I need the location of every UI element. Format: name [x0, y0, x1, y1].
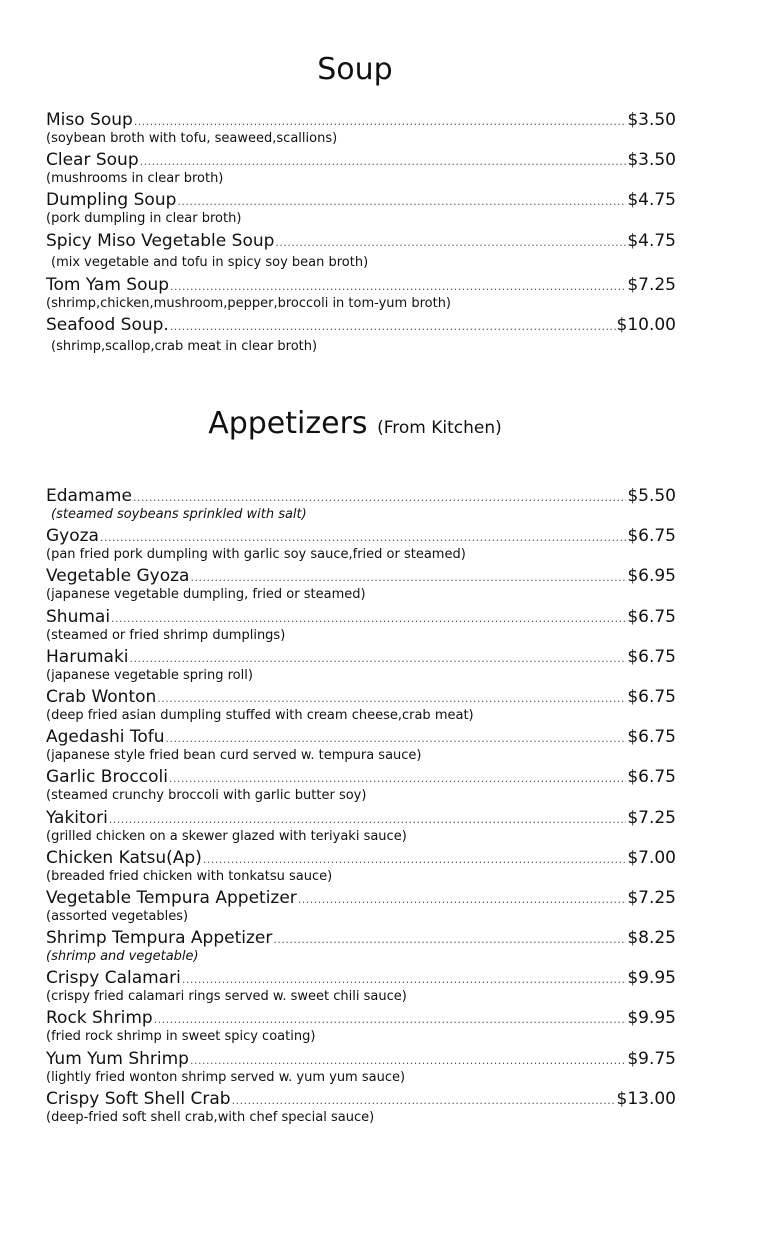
item-description: (pan fried pork dumpling with garlic soy sauce,fried or steamed): [46, 547, 466, 563]
item-name: Seafood Soup.: [46, 314, 169, 335]
menu-item: [46, 315, 676, 355]
menu-item: [46, 647, 676, 687]
menu-item: [46, 888, 676, 928]
dot-leader: [166, 728, 627, 748]
item-name: Crispy Soft Shell Crab: [46, 1088, 231, 1109]
dot-leader: [154, 1009, 627, 1029]
item-price: $3.50: [627, 150, 676, 171]
item-name: Dumpling Soup: [46, 190, 177, 211]
item-description: (japanese style fried bean curd served w. tempura sauce): [46, 748, 422, 764]
item-description: (fried rock shrimp in sweet spicy coating): [46, 1029, 316, 1045]
item-description: (japanese vegetable dumpling, fried or steamed): [46, 587, 366, 603]
item-price: $3.50: [627, 110, 676, 130]
item-name: Yakitori: [46, 807, 108, 828]
item-price: $7.00: [627, 847, 676, 868]
item-price: $8.25: [627, 928, 676, 949]
dot-leader: [157, 688, 626, 708]
menu-item: [46, 848, 676, 888]
item-price: $9.95: [627, 968, 676, 989]
menu-item: [46, 275, 676, 315]
menu-item: [46, 566, 676, 606]
item-name: Shrimp Tempura Appetizer: [46, 928, 273, 949]
item-name: Vegetable Gyoza: [46, 566, 190, 587]
item-price: $10.00: [616, 314, 676, 335]
item-price: $6.75: [627, 686, 676, 707]
menu-item: [46, 928, 676, 968]
item-description: (steamed soybeans sprinkled with salt): [51, 507, 307, 522]
item-price: $7.25: [627, 274, 676, 295]
item-description: (shrimp,chicken,mushroom,pepper,broccoli in tom-yum broth): [46, 295, 452, 311]
item-name: Spicy Miso Vegetable Soup: [46, 230, 275, 251]
item-description: (deep fried asian dumpling stuffed with cream cheese,crab meat): [46, 707, 474, 723]
dot-leader: [133, 487, 626, 507]
item-name: Yum Yum Shrimp: [46, 1048, 189, 1069]
menu-item: [46, 727, 676, 767]
item-description: (assorted vegetables): [46, 908, 189, 924]
menu-item: [46, 486, 676, 526]
item-name: Miso Soup: [46, 110, 133, 130]
item-description: (soybean broth with tofu, seaweed,scallions): [46, 131, 338, 146]
item-name: Gyoza: [46, 526, 99, 547]
item-name: Chicken Katsu(Ap): [46, 847, 202, 868]
item-price: $9.95: [627, 1008, 676, 1029]
item-description: (crispy fried calamari rings served w. sweet chili sauce): [46, 989, 407, 1005]
item-name: Shumai: [46, 606, 111, 627]
item-description: (japanese vegetable spring roll): [46, 667, 253, 683]
item-price: $6.75: [627, 526, 676, 547]
appetizers-menu-list: [46, 486, 676, 1129]
item-description: (mix vegetable and tofu in spicy soy bean broth): [51, 254, 369, 270]
item-description: (grilled chicken on a skewer glazed with teriyaki sauce): [46, 828, 407, 844]
menu-item: [46, 808, 676, 848]
menu-item: [46, 1049, 676, 1089]
soup-section-title: Soup: [317, 52, 393, 87]
item-name: Crispy Calamari: [46, 968, 181, 989]
item-description: (mushrooms in clear broth): [46, 171, 224, 187]
item-name: Harumaki: [46, 646, 129, 667]
item-name: Agedashi Tofu: [46, 727, 165, 748]
dot-leader: [109, 809, 627, 829]
dot-leader: [170, 276, 626, 296]
item-price: $4.75: [627, 230, 676, 251]
menu-item: [46, 190, 676, 230]
appetizers-subtitle: (From Kitchen): [377, 418, 502, 438]
dot-leader: [169, 768, 626, 788]
item-description: (deep-fried soft shell crab,with chef special sauce): [46, 1109, 375, 1125]
dot-leader: [273, 929, 626, 949]
dot-leader: [111, 608, 626, 628]
item-price: $6.75: [627, 646, 676, 667]
dot-leader: [100, 527, 626, 547]
item-price: $5.50: [627, 486, 676, 506]
dot-leader: [182, 969, 627, 989]
menu-item: [46, 231, 676, 275]
menu-item: [46, 767, 676, 807]
dot-leader: [130, 648, 627, 668]
item-price: $9.75: [627, 1048, 676, 1069]
item-price: $6.75: [627, 727, 676, 748]
item-description: (lightly fried wonton shrimp served w. yum yum sauce): [46, 1069, 406, 1085]
item-price: $4.75: [627, 190, 676, 211]
menu-item: [46, 968, 676, 1008]
soup-menu-list: [46, 110, 676, 355]
item-name: Tom Yam Soup: [46, 274, 170, 295]
item-name: Edamame: [46, 486, 132, 506]
dot-leader: [275, 232, 626, 252]
menu-item: [46, 687, 676, 727]
item-price: $13.00: [616, 1088, 676, 1109]
item-description: (shrimp,scallop,crab meat in clear broth): [51, 338, 318, 354]
menu-item: [46, 607, 676, 647]
item-description: (breaded fried chicken with tonkatsu sauce): [46, 868, 333, 884]
dot-leader: [170, 316, 616, 336]
item-price: $6.75: [627, 767, 676, 788]
item-description: (steamed crunchy broccoli with garlic butter soy): [46, 788, 367, 804]
dot-leader: [140, 151, 627, 171]
menu-item: [46, 1008, 676, 1048]
dot-leader: [190, 567, 626, 587]
dot-leader: [177, 191, 626, 211]
dot-leader: [298, 889, 627, 909]
dot-leader: [190, 1050, 626, 1070]
item-price: $7.25: [627, 807, 676, 828]
menu-item: [46, 1089, 676, 1129]
dot-leader: [203, 849, 626, 869]
menu-item: [46, 150, 676, 190]
item-name: Garlic Broccoli: [46, 767, 168, 788]
appetizers-section-title: Appetizers (From Kitchen): [208, 406, 502, 441]
item-name: Clear Soup: [46, 150, 139, 171]
item-name: Crab Wonton: [46, 686, 157, 707]
item-price: $7.25: [627, 887, 676, 908]
dot-leader: [134, 111, 627, 131]
item-description: (shrimp and vegetable): [46, 949, 199, 965]
menu-item: [46, 526, 676, 566]
menu-item: [46, 110, 676, 150]
item-price: $6.75: [627, 606, 676, 627]
item-price: $6.95: [627, 566, 676, 587]
item-name: Rock Shrimp: [46, 1008, 153, 1029]
item-description: (pork dumpling in clear broth): [46, 211, 242, 227]
dot-leader: [232, 1090, 616, 1110]
item-description: (steamed or fried shrimp dumplings): [46, 627, 286, 643]
item-name: Vegetable Tempura Appetizer: [46, 887, 297, 908]
